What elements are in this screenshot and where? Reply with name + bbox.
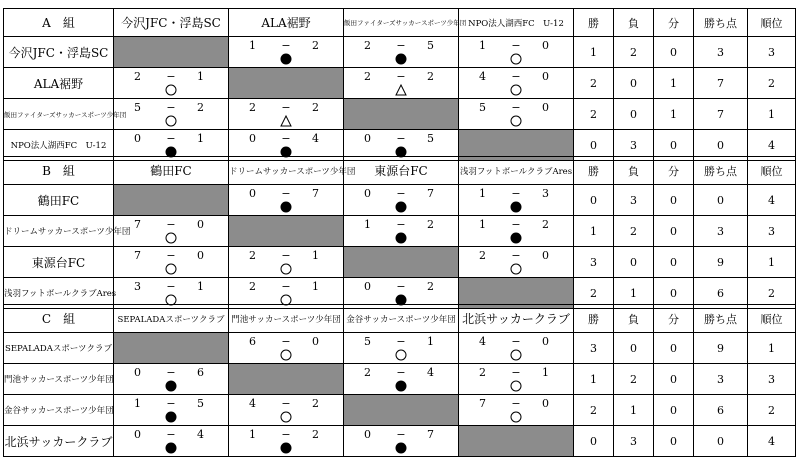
score-right: 0: [197, 249, 204, 262]
score-right: 7: [427, 428, 434, 441]
score-left: 0: [134, 428, 141, 441]
score-right: 1: [542, 366, 549, 379]
score-left: 2: [479, 249, 486, 262]
rank-cell: 4: [748, 130, 796, 161]
wins-cell: 2: [574, 395, 614, 426]
column-team-name: ALA裾野: [229, 9, 344, 37]
column-team-name: 北浜サッカークラブ: [459, 305, 574, 333]
losses-cell: 3: [614, 426, 654, 457]
score-right: 0: [542, 249, 549, 262]
row-team-name: ドリームサッカースポーツ少年団: [4, 216, 114, 247]
wins-cell: 0: [574, 130, 614, 161]
loss-dot-icon: [395, 380, 407, 392]
self-match-cell: [344, 395, 459, 426]
win-circle-icon: [510, 84, 522, 96]
rank-cell: 3: [748, 37, 796, 68]
score-right: 0: [542, 397, 549, 410]
match-cell: [344, 364, 459, 395]
score-left: 0: [134, 366, 141, 379]
score-dash: −: [166, 397, 176, 410]
self-match-cell: [229, 68, 344, 99]
match-cell: [229, 247, 344, 278]
score-dash: −: [281, 397, 291, 410]
losses-cell: 0: [614, 68, 654, 99]
score-dash: −: [511, 218, 521, 231]
score-dash: −: [396, 70, 406, 83]
stat-header: 勝: [574, 9, 614, 37]
header-row: [4, 157, 796, 185]
win-circle-icon: [395, 349, 407, 361]
score-dash: −: [396, 218, 406, 231]
score-dash: −: [396, 39, 406, 52]
team-row: [4, 395, 796, 426]
team-row: [4, 333, 796, 364]
win-circle-icon: [510, 115, 522, 127]
score-dash: −: [396, 428, 406, 441]
team-row: [4, 37, 796, 68]
draws-cell: 0: [654, 333, 694, 364]
points-cell: 9: [694, 333, 748, 364]
score-left: 4: [479, 335, 486, 348]
score-right: 2: [312, 101, 319, 114]
score-right: 2: [197, 101, 204, 114]
score-right: 0: [542, 101, 549, 114]
win-circle-icon: [165, 115, 177, 127]
points-cell: 0: [694, 130, 748, 161]
score-right: 1: [312, 280, 319, 293]
stat-header: 順位: [748, 305, 796, 333]
row-team-name: 北浜サッカークラブ: [4, 426, 114, 457]
rank-cell: 1: [748, 99, 796, 130]
wins-cell: 0: [574, 426, 614, 457]
score-left: 0: [364, 428, 371, 441]
self-match-cell: [229, 364, 344, 395]
score-left: 2: [249, 280, 256, 293]
score-left: 1: [249, 428, 256, 441]
header-row: [4, 9, 796, 37]
match-cell: [344, 426, 459, 457]
score-right: 7: [427, 187, 434, 200]
score-dash: −: [511, 335, 521, 348]
score-right: 0: [542, 70, 549, 83]
column-team-name: 飯田ファイターズサッカースポーツ少年団: [344, 9, 459, 37]
draws-cell: 0: [654, 185, 694, 216]
standings-table: [3, 8, 796, 161]
score-dash: −: [166, 428, 176, 441]
match-cell: [344, 37, 459, 68]
score-dash: −: [396, 366, 406, 379]
rank-cell: 1: [748, 333, 796, 364]
match-cell: [114, 426, 229, 457]
score-left: 2: [479, 366, 486, 379]
stat-header: 負: [614, 157, 654, 185]
stat-header: 負: [614, 9, 654, 37]
wins-cell: 3: [574, 333, 614, 364]
score-dash: −: [281, 428, 291, 441]
loss-dot-icon: [280, 442, 292, 454]
draws-cell: 0: [654, 426, 694, 457]
match-cell: [344, 68, 459, 99]
win-circle-icon: [510, 53, 522, 65]
rank-cell: 2: [748, 395, 796, 426]
group-table: [3, 8, 795, 161]
win-circle-icon: [165, 84, 177, 96]
score-right: 0: [542, 39, 549, 52]
loss-dot-icon: [165, 380, 177, 392]
score-right: 1: [312, 249, 319, 262]
score-dash: −: [511, 397, 521, 410]
match-cell: [229, 395, 344, 426]
score-right: 7: [312, 187, 319, 200]
match-cell: [229, 99, 344, 130]
stat-header: 勝ち点: [694, 157, 748, 185]
loss-dot-icon: [510, 201, 522, 213]
points-cell: 3: [694, 364, 748, 395]
team-row: [4, 364, 796, 395]
score-dash: −: [281, 101, 291, 114]
score-left: 0: [134, 132, 141, 145]
losses-cell: 2: [614, 364, 654, 395]
draws-cell: 1: [654, 68, 694, 99]
score-left: 4: [479, 70, 486, 83]
row-team-name: 鶴田FC: [4, 185, 114, 216]
wins-cell: 2: [574, 68, 614, 99]
stat-header: 勝ち点: [694, 9, 748, 37]
losses-cell: 1: [614, 395, 654, 426]
score-right: 5: [427, 39, 434, 52]
points-cell: 7: [694, 99, 748, 130]
win-circle-icon: [510, 380, 522, 392]
loss-dot-icon: [395, 201, 407, 213]
win-circle-icon: [280, 349, 292, 361]
standings-table: [3, 304, 796, 457]
score-right: 2: [312, 39, 319, 52]
column-team-name: 鶴田FC: [114, 157, 229, 185]
score-dash: −: [511, 366, 521, 379]
column-team-name: 東源台FC: [344, 157, 459, 185]
team-row: [4, 99, 796, 130]
wins-cell: 3: [574, 247, 614, 278]
score-left: 1: [249, 39, 256, 52]
draws-cell: 0: [654, 247, 694, 278]
score-left: 0: [364, 280, 371, 293]
score-dash: −: [281, 187, 291, 200]
column-team-name: 門池サッカースポーツ少年団: [229, 305, 344, 333]
points-cell: 9: [694, 247, 748, 278]
points-cell: 6: [694, 395, 748, 426]
row-team-name: 門池サッカースポーツ少年団: [4, 364, 114, 395]
score-left: 3: [134, 280, 141, 293]
score-right: 0: [312, 335, 319, 348]
score-dash: −: [166, 249, 176, 262]
score-left: 7: [134, 249, 141, 262]
score-right: 1: [197, 280, 204, 293]
score-right: 2: [427, 280, 434, 293]
points-cell: 3: [694, 37, 748, 68]
group-table: [3, 156, 795, 309]
score-right: 4: [427, 366, 434, 379]
score-dash: −: [166, 218, 176, 231]
score-right: 1: [427, 335, 434, 348]
rank-cell: 3: [748, 364, 796, 395]
stat-header: 負: [614, 305, 654, 333]
wins-cell: 1: [574, 364, 614, 395]
match-cell: [229, 185, 344, 216]
group-label: C 組: [4, 305, 114, 333]
score-left: 7: [134, 218, 141, 231]
group-label: B 組: [4, 157, 114, 185]
score-right: 0: [197, 218, 204, 231]
score-dash: −: [396, 335, 406, 348]
score-right: 0: [542, 335, 549, 348]
loss-dot-icon: [165, 411, 177, 423]
match-cell: [229, 333, 344, 364]
win-circle-icon: [165, 232, 177, 244]
match-cell: [229, 426, 344, 457]
match-cell: [459, 216, 574, 247]
stat-header: 順位: [748, 157, 796, 185]
score-right: 6: [197, 366, 204, 379]
score-left: 5: [479, 101, 486, 114]
match-cell: [459, 37, 574, 68]
draw-triangle-icon: [395, 84, 407, 96]
score-right: 2: [312, 428, 319, 441]
score-left: 2: [364, 39, 371, 52]
losses-cell: 3: [614, 185, 654, 216]
match-cell: [114, 68, 229, 99]
score-left: 1: [134, 397, 141, 410]
draws-cell: 0: [654, 395, 694, 426]
losses-cell: 0: [614, 247, 654, 278]
row-team-name: 今沢JFC・浮島SC: [4, 37, 114, 68]
row-team-name: SEPALADAスポーツクラブ: [4, 333, 114, 364]
score-dash: −: [396, 132, 406, 145]
score-left: 2: [364, 366, 371, 379]
score-left: 7: [479, 397, 486, 410]
win-circle-icon: [280, 411, 292, 423]
score-right: 4: [197, 428, 204, 441]
score-left: 2: [364, 70, 371, 83]
column-team-name: ドリームサッカースポーツ少年団: [229, 157, 344, 185]
draws-cell: 0: [654, 364, 694, 395]
score-left: 1: [479, 187, 486, 200]
rank-cell: 2: [748, 68, 796, 99]
score-dash: −: [511, 249, 521, 262]
losses-cell: 3: [614, 130, 654, 161]
score-dash: −: [281, 249, 291, 262]
wins-cell: 1: [574, 216, 614, 247]
score-right: 2: [542, 218, 549, 231]
team-row: [4, 185, 796, 216]
score-dash: −: [511, 101, 521, 114]
score-dash: −: [166, 280, 176, 293]
points-cell: 7: [694, 68, 748, 99]
draws-cell: 1: [654, 99, 694, 130]
match-cell: [344, 216, 459, 247]
loss-dot-icon: [395, 442, 407, 454]
rank-cell: 4: [748, 426, 796, 457]
standings-table: [3, 156, 796, 309]
rank-cell: 4: [748, 185, 796, 216]
row-team-name: 浅羽フットボールクラブAres: [4, 278, 114, 309]
rank-cell: 3: [748, 216, 796, 247]
self-match-cell: [114, 333, 229, 364]
match-cell: [114, 395, 229, 426]
score-left: 2: [249, 249, 256, 262]
score-dash: −: [281, 132, 291, 145]
draws-cell: 0: [654, 278, 694, 309]
column-team-name: 浅羽フットボールクラブAres: [459, 157, 574, 185]
score-left: 2: [249, 101, 256, 114]
team-row: [4, 247, 796, 278]
score-left: 1: [364, 218, 371, 231]
stat-header: 勝: [574, 157, 614, 185]
row-team-name: ALA裾野: [4, 68, 114, 99]
score-right: 2: [427, 218, 434, 231]
wins-cell: 2: [574, 278, 614, 309]
match-cell: [114, 99, 229, 130]
header-row: [4, 305, 796, 333]
row-team-name: 飯田ファイターズサッカースポーツ少年団: [4, 99, 114, 130]
score-dash: −: [511, 70, 521, 83]
match-cell: [459, 99, 574, 130]
score-right: 3: [542, 187, 549, 200]
stat-header: 分: [654, 305, 694, 333]
points-cell: 0: [694, 185, 748, 216]
match-cell: [344, 185, 459, 216]
losses-cell: 1: [614, 278, 654, 309]
points-cell: 6: [694, 278, 748, 309]
group-table: [3, 304, 795, 457]
stat-header: 順位: [748, 9, 796, 37]
score-dash: −: [166, 132, 176, 145]
column-team-name: 金谷サッカースポーツ少年団: [344, 305, 459, 333]
match-cell: [459, 68, 574, 99]
match-cell: [114, 216, 229, 247]
score-dash: −: [396, 280, 406, 293]
score-right: 2: [312, 397, 319, 410]
self-match-cell: [344, 99, 459, 130]
loss-dot-icon: [395, 232, 407, 244]
rank-cell: 2: [748, 278, 796, 309]
row-team-name: NPO法人湖西FC U-12: [4, 130, 114, 161]
match-cell: [229, 37, 344, 68]
column-team-name: SEPALADAスポーツクラブ: [114, 305, 229, 333]
score-dash: −: [166, 366, 176, 379]
score-left: 0: [364, 187, 371, 200]
draws-cell: 0: [654, 37, 694, 68]
score-right: 1: [197, 70, 204, 83]
win-circle-icon: [165, 263, 177, 275]
stat-header: 勝ち点: [694, 305, 748, 333]
score-dash: −: [166, 70, 176, 83]
match-cell: [114, 364, 229, 395]
loss-dot-icon: [280, 53, 292, 65]
draws-cell: 0: [654, 130, 694, 161]
score-left: 1: [479, 218, 486, 231]
row-team-name: 金谷サッカースポーツ少年団: [4, 395, 114, 426]
match-cell: [459, 364, 574, 395]
self-match-cell: [344, 247, 459, 278]
loss-dot-icon: [510, 232, 522, 244]
match-cell: [459, 185, 574, 216]
match-cell: [459, 247, 574, 278]
win-circle-icon: [510, 411, 522, 423]
wins-cell: 0: [574, 185, 614, 216]
score-left: 5: [364, 335, 371, 348]
match-cell: [344, 333, 459, 364]
losses-cell: 0: [614, 99, 654, 130]
losses-cell: 2: [614, 37, 654, 68]
loss-dot-icon: [280, 201, 292, 213]
stat-header: 分: [654, 157, 694, 185]
self-match-cell: [114, 37, 229, 68]
draws-cell: 0: [654, 216, 694, 247]
win-circle-icon: [280, 263, 292, 275]
score-left: 0: [249, 132, 256, 145]
team-row: [4, 216, 796, 247]
losses-cell: 2: [614, 216, 654, 247]
points-cell: 3: [694, 216, 748, 247]
score-dash: −: [511, 187, 521, 200]
wins-cell: 1: [574, 37, 614, 68]
score-dash: −: [281, 335, 291, 348]
draw-triangle-icon: [280, 115, 292, 127]
score-left: 0: [364, 132, 371, 145]
self-match-cell: [114, 185, 229, 216]
score-dash: −: [166, 101, 176, 114]
score-right: 5: [427, 132, 434, 145]
score-left: 5: [134, 101, 141, 114]
column-team-name: NPO法人湖西FC U-12: [459, 9, 574, 37]
group-label: A 組: [4, 9, 114, 37]
match-cell: [114, 247, 229, 278]
loss-dot-icon: [165, 442, 177, 454]
rank-cell: 1: [748, 247, 796, 278]
win-circle-icon: [510, 263, 522, 275]
self-match-cell: [229, 216, 344, 247]
row-team-name: 東源台FC: [4, 247, 114, 278]
score-dash: −: [281, 39, 291, 52]
team-row: [4, 426, 796, 457]
score-left: 6: [249, 335, 256, 348]
score-left: 1: [479, 39, 486, 52]
match-cell: [459, 395, 574, 426]
score-right: 2: [427, 70, 434, 83]
win-circle-icon: [510, 349, 522, 361]
stat-header: 分: [654, 9, 694, 37]
wins-cell: 2: [574, 99, 614, 130]
score-dash: −: [511, 39, 521, 52]
score-dash: −: [281, 280, 291, 293]
column-team-name: 今沢JFC・浮島SC: [114, 9, 229, 37]
match-cell: [459, 333, 574, 364]
score-right: 1: [197, 132, 204, 145]
score-dash: −: [396, 187, 406, 200]
score-left: 4: [249, 397, 256, 410]
losses-cell: 0: [614, 333, 654, 364]
self-match-cell: [459, 426, 574, 457]
stat-header: 勝: [574, 305, 614, 333]
score-left: 0: [249, 187, 256, 200]
loss-dot-icon: [395, 53, 407, 65]
score-right: 4: [312, 132, 319, 145]
score-left: 2: [134, 70, 141, 83]
team-row: [4, 68, 796, 99]
score-right: 5: [197, 397, 204, 410]
points-cell: 0: [694, 426, 748, 457]
